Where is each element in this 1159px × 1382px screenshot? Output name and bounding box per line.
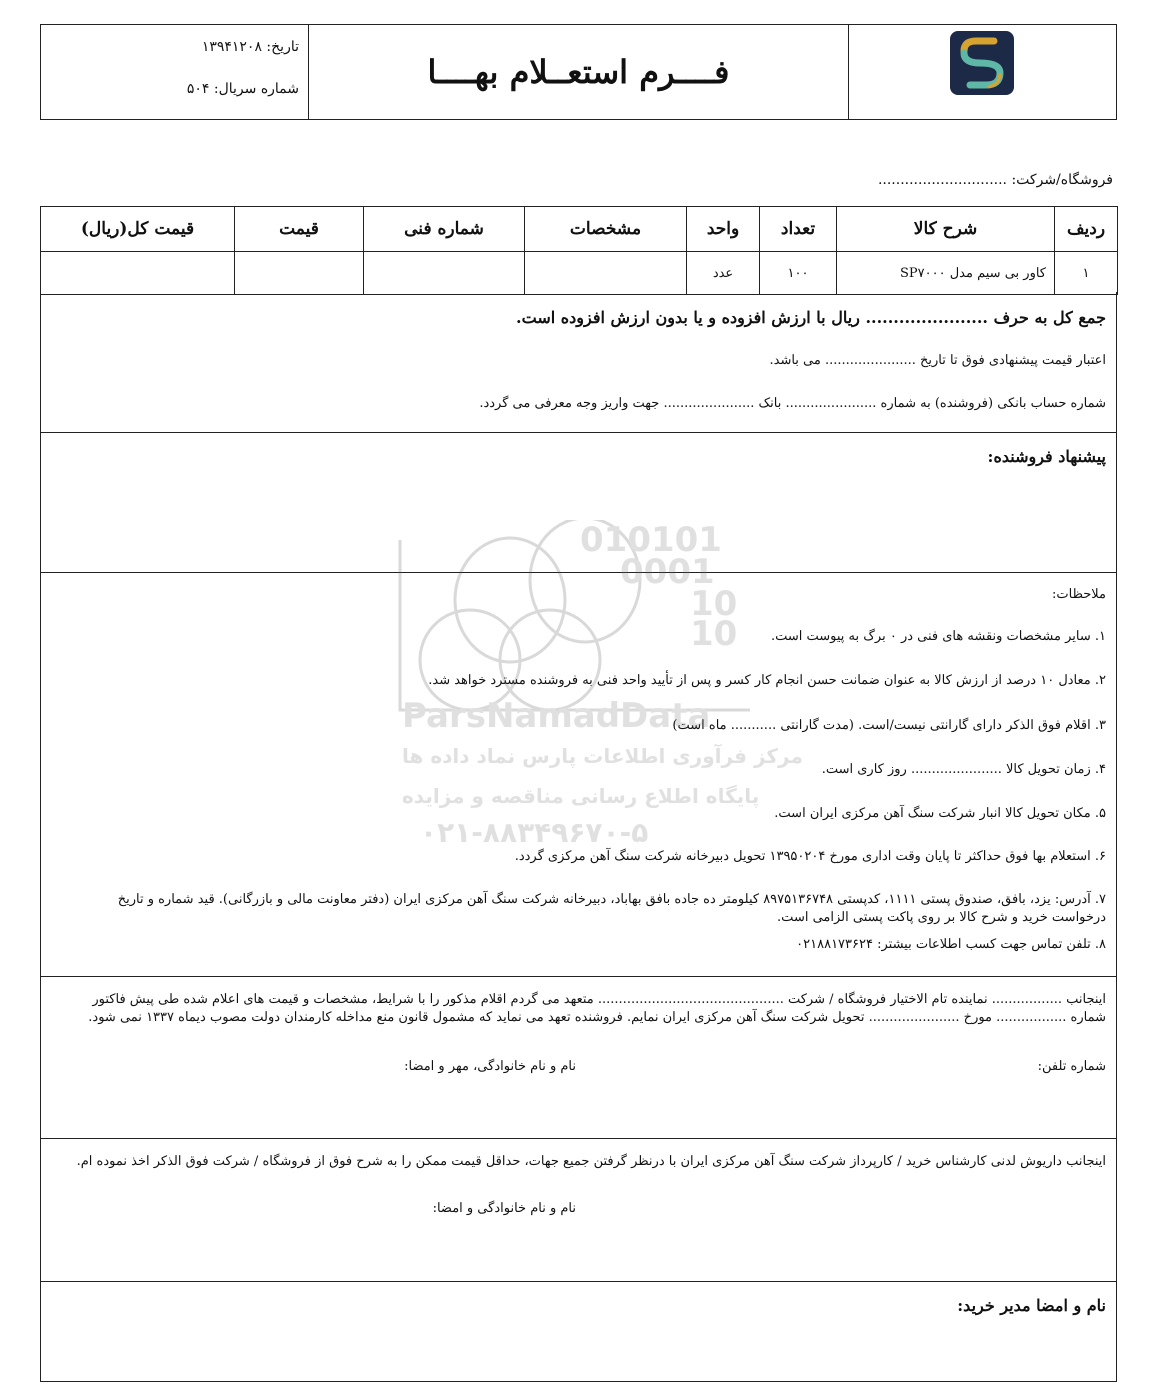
note-item: ۲. معادل ۱۰ درصد از ارزش کالا به عنوان ضمانت حسن انجام کار کسر و پس از تأیید واحد فنی به فروشنده مسترد خواهد شد. bbox=[428, 673, 1106, 688]
table-row bbox=[41, 252, 1118, 295]
seller-offer-title: پیشنهاد فروشنده: bbox=[987, 447, 1106, 466]
note-item: ۶. استعلام بها فوق حداکثر تا پایان وقت اداری مورخ ۱۳۹۵۰۲۰۴ تحویل دبیرخانه شرکت سنگ آهن مرکزی گردد. bbox=[514, 849, 1106, 864]
watermark-line2: پایگاه اطلاع رسانی مناقصه و مزایده bbox=[402, 784, 760, 808]
info-cell bbox=[41, 25, 309, 119]
watermark-binary: 10 bbox=[690, 584, 738, 624]
watermark-line1: مرکز فرآوری اطلاعات پارس نماد داده ها bbox=[402, 744, 803, 768]
note-item: ۸. تلفن تماس جهت کسب اطلاعات بیشتر: ۰۲۱۸۸۱۷۳۶۲۴ bbox=[796, 937, 1106, 952]
logo-cell bbox=[848, 25, 1116, 119]
watermark-phone: ۰۲۱-۸۸۳۴۹۶۷۰-۵ bbox=[420, 816, 649, 849]
title-cell bbox=[308, 25, 848, 119]
table-header-row bbox=[41, 207, 1118, 252]
total-in-words: جمع کل به حرف ...................... ریال با ارزش افزوده و یا بدون ارزش افزوده است. bbox=[516, 308, 1106, 327]
date-label: تاریخ: ۱۳۹۴۱۲۰۸ bbox=[201, 39, 299, 55]
shop-company-line: فروشگاه/شرکت: ............................. bbox=[877, 172, 1113, 188]
col-quantity: تعداد bbox=[760, 207, 837, 252]
commitment-text: اینجانب ................. نماینده تام الاختیار فروشگاه / شرکت ............................................. متعهد می گردم اقلام مذکور را با شرایط، مشخصات و قیمت های اعلام شده طی پیش فاکتور شماره ................. مورخ ...................... تحویل شرکت سنگ آهن مرکزی ایران نمایم. فروشنده تعهد می نماید که مشمول قانون منع مداخله کارمندان دولت مصوب دیماه ۱۳۳۷ نمی شود. bbox=[88, 992, 1106, 1025]
col-unit: واحد bbox=[687, 207, 760, 252]
col-description: شرح کالا bbox=[837, 207, 1055, 252]
buyer-signature-label: نام و نام خانوادگی و امضا: bbox=[432, 1201, 576, 1216]
items-table bbox=[40, 206, 1118, 295]
col-price: قیمت bbox=[235, 207, 364, 252]
note-item: ۴. زمان تحویل کالا ...................... روز کاری است. bbox=[821, 762, 1106, 777]
cell-specs[interactable] bbox=[525, 252, 687, 295]
cell-technical-number[interactable] bbox=[364, 252, 525, 295]
col-specs: مشخصات bbox=[525, 207, 687, 252]
note-item: ۳. اقلام فوق الذکر دارای گارانتی نیست/است. (مدت گارانتی ........... ماه است) bbox=[672, 718, 1106, 733]
note-item: ۱. سایر مشخصات ونقشه های فنی در ۰ برگ به پیوست است. bbox=[770, 629, 1106, 644]
company-logo bbox=[950, 31, 1014, 95]
manager-signature-label: نام و امضا مدیر خرید: bbox=[957, 1296, 1106, 1315]
watermark-brand: ParsNamadData bbox=[402, 696, 711, 736]
buyer-expert-section bbox=[40, 1139, 1117, 1282]
col-total-price: قیمت کل(ریال) bbox=[41, 207, 235, 252]
cell-description: کاور بی سیم مدل SP۷۰۰۰ bbox=[837, 252, 1055, 295]
note-item: ۵. مکان تحویل کالا انبار شرکت سنگ آهن مرکزی ایران است. bbox=[774, 806, 1106, 821]
totals-section bbox=[40, 292, 1117, 433]
cell-unit: عدد bbox=[687, 252, 760, 295]
seller-offer-section bbox=[40, 433, 1117, 573]
manager-signature-section bbox=[40, 1282, 1117, 1382]
form-title: فــــرم استعــلام بهــــا bbox=[427, 53, 730, 91]
bank-account-line: شماره حساب بانکی (فروشنده) به شماره ...................... بانک ...................... جهت واریز وجه معرفی می گردد. bbox=[479, 396, 1106, 411]
seller-signature-label: نام و نام خانوادگی، مهر و امضا: bbox=[404, 1059, 576, 1074]
notes-title: ملاحظات: bbox=[1052, 587, 1106, 602]
cell-total-price[interactable] bbox=[41, 252, 235, 295]
watermark-binary: 010101 bbox=[580, 520, 722, 560]
validity-line: اعتبار قیمت پیشنهادی فوق تا تاریخ ...................... می باشد. bbox=[769, 353, 1106, 368]
cell-quantity: ۱۰۰ bbox=[760, 252, 837, 295]
watermark-binary: 0001 bbox=[620, 552, 715, 592]
watermark-binary: 10 bbox=[690, 614, 738, 654]
form-header bbox=[40, 24, 1117, 120]
serial-label: شماره سریال: ۵۰۴ bbox=[186, 81, 299, 97]
note-item: ۷. آدرس: یزد، بافق، صندوق پستی ۱۱۱۱، کدپستی ۸۹۷۵۱۳۶۷۴۸ کیلومتر ده جاده بافق بهاباد، دبیرخانه شرکت سنگ آهن مرکزی ایران (دفتر معاونت مالی و بازرگانی). قید شماره و تاریخ درخواست خرید و شرح کالا بر روی پاکت پستی الزامی است. bbox=[117, 892, 1106, 925]
phone-label: شماره تلفن: bbox=[1037, 1059, 1106, 1074]
col-row-number: ردیف bbox=[1055, 207, 1118, 252]
buyer-expert-text: اینجانب داریوش لدنی کارشناس خرید / کارپرداز شرکت سنگ آهن مرکزی ایران با درنظر گرفتن جمیع جهات، حداقل قیمت ممکن را به شرح فوق از فروشگاه / شرکت فوق الذکر اخذ نموده ام. bbox=[76, 1154, 1106, 1169]
cell-price[interactable] bbox=[235, 252, 364, 295]
cell-row-number: ۱ bbox=[1055, 252, 1118, 295]
col-technical-number: شماره فنی bbox=[364, 207, 525, 252]
seller-commitment-section bbox=[40, 977, 1117, 1139]
notes-section bbox=[40, 573, 1117, 977]
